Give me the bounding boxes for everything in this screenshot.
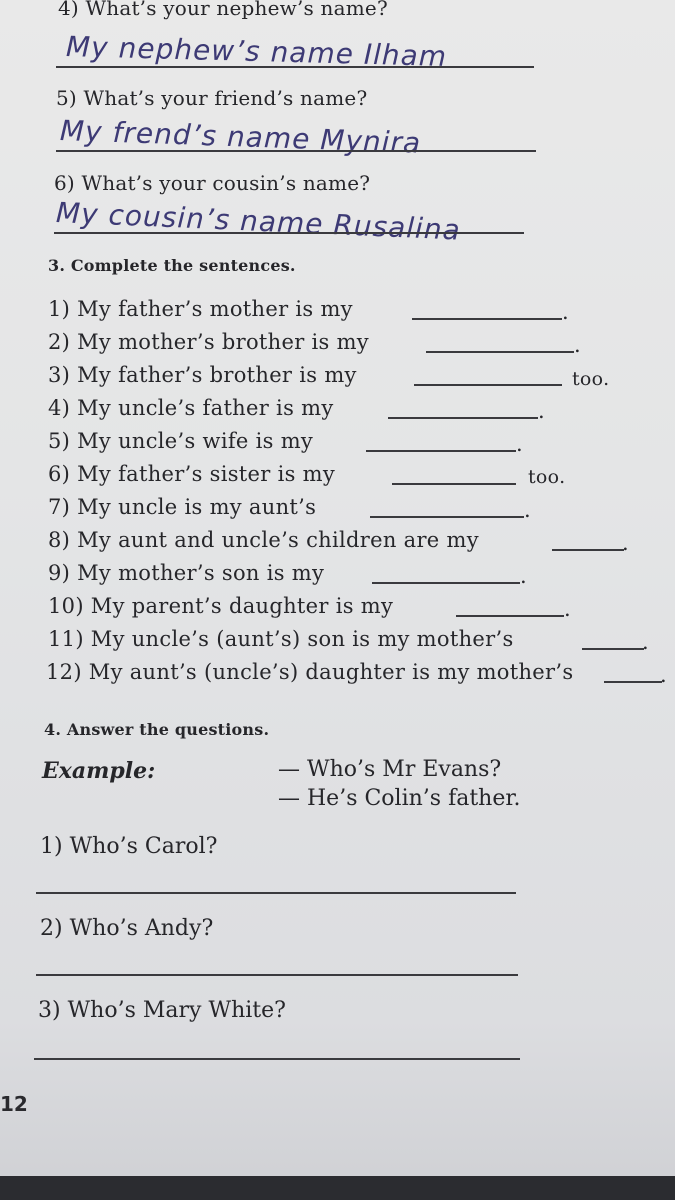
sentence-4-end: . [538, 399, 545, 423]
sentence-8-end: . [622, 531, 629, 555]
blank-2 [426, 351, 574, 353]
blank-9 [372, 582, 520, 584]
sentence-4: 4) My uncle’s father is my [48, 396, 334, 420]
handwritten-answer-5: My frend’s name Mynira [59, 114, 422, 160]
sentence-2-end: . [574, 333, 581, 357]
sentence-1: 1) My father’s mother is my [48, 297, 353, 321]
sentence-11-end: . [642, 630, 649, 654]
table-surface [0, 1176, 675, 1200]
sentence-5-end: . [516, 432, 523, 456]
answer-question-1: 1) Who’s Carol? [40, 834, 218, 859]
sentence-3: 3) My father’s brother is my [48, 363, 357, 387]
blank-4 [388, 417, 538, 419]
section-4-heading: 4. Answer the questions. [44, 720, 270, 739]
sentence-3-end: too. [572, 368, 610, 390]
blank-6 [392, 483, 516, 485]
sentence-1-end: . [562, 300, 569, 324]
answer-line-q3 [34, 1058, 520, 1060]
sentence-6: 6) My father’s sister is my [48, 462, 336, 486]
blank-5 [366, 450, 516, 452]
blank-8 [552, 549, 624, 551]
sentence-12-end: . [660, 663, 667, 687]
example-label: Example: [42, 758, 156, 784]
sentence-5: 5) My uncle’s wife is my [48, 429, 314, 453]
sentence-11: 11) My uncle’s (aunt’s) son is my mother’s [48, 627, 514, 651]
sentence-9-end: . [520, 564, 527, 588]
sentence-7-end: . [524, 498, 531, 522]
question-5: 5) What’s your friend’s name? [56, 86, 368, 110]
question-6: 6) What’s your cousin’s name? [54, 171, 371, 195]
answer-line-5 [56, 150, 536, 152]
sentence-10: 10) My parent’s daughter is my [48, 594, 394, 618]
blank-1 [412, 318, 562, 320]
sentence-12: 12) My aunt’s (uncle’s) daughter is my mother’s [46, 660, 574, 684]
blank-3 [414, 384, 562, 386]
answer-line-6 [54, 232, 524, 234]
sentence-9: 9) My mother’s son is my [48, 561, 325, 585]
sentence-2: 2) My mother’s brother is my [48, 330, 369, 354]
sentence-8: 8) My aunt and uncle’s children are my [48, 528, 479, 552]
sentence-7: 7) My uncle is my aunt’s [48, 495, 317, 519]
question-4: 4) What’s your nephew’s name? [58, 0, 388, 20]
sentence-6-end: too. [528, 466, 566, 488]
blank-12 [604, 681, 662, 683]
blank-11 [582, 648, 644, 650]
handwritten-answer-6: My cousin’s name Rusalina [55, 196, 462, 247]
answer-question-3: 3) Who’s Mary White? [38, 998, 286, 1023]
answer-line-q2 [36, 974, 518, 976]
example-question: — Who’s Mr Evans? [278, 757, 502, 782]
section-3-heading: 3. Complete the sentences. [48, 256, 296, 275]
answer-line-q1 [36, 892, 516, 894]
blank-7 [370, 516, 524, 518]
page-number: 12 [0, 1092, 28, 1116]
answer-question-2: 2) Who’s Andy? [40, 916, 214, 941]
sentence-10-end: . [564, 597, 571, 621]
example-answer: — He’s Colin’s father. [278, 786, 521, 811]
handwritten-answer-4: My nephew’s name Ilham [65, 30, 448, 73]
blank-10 [456, 615, 564, 617]
answer-line-4 [56, 66, 534, 68]
